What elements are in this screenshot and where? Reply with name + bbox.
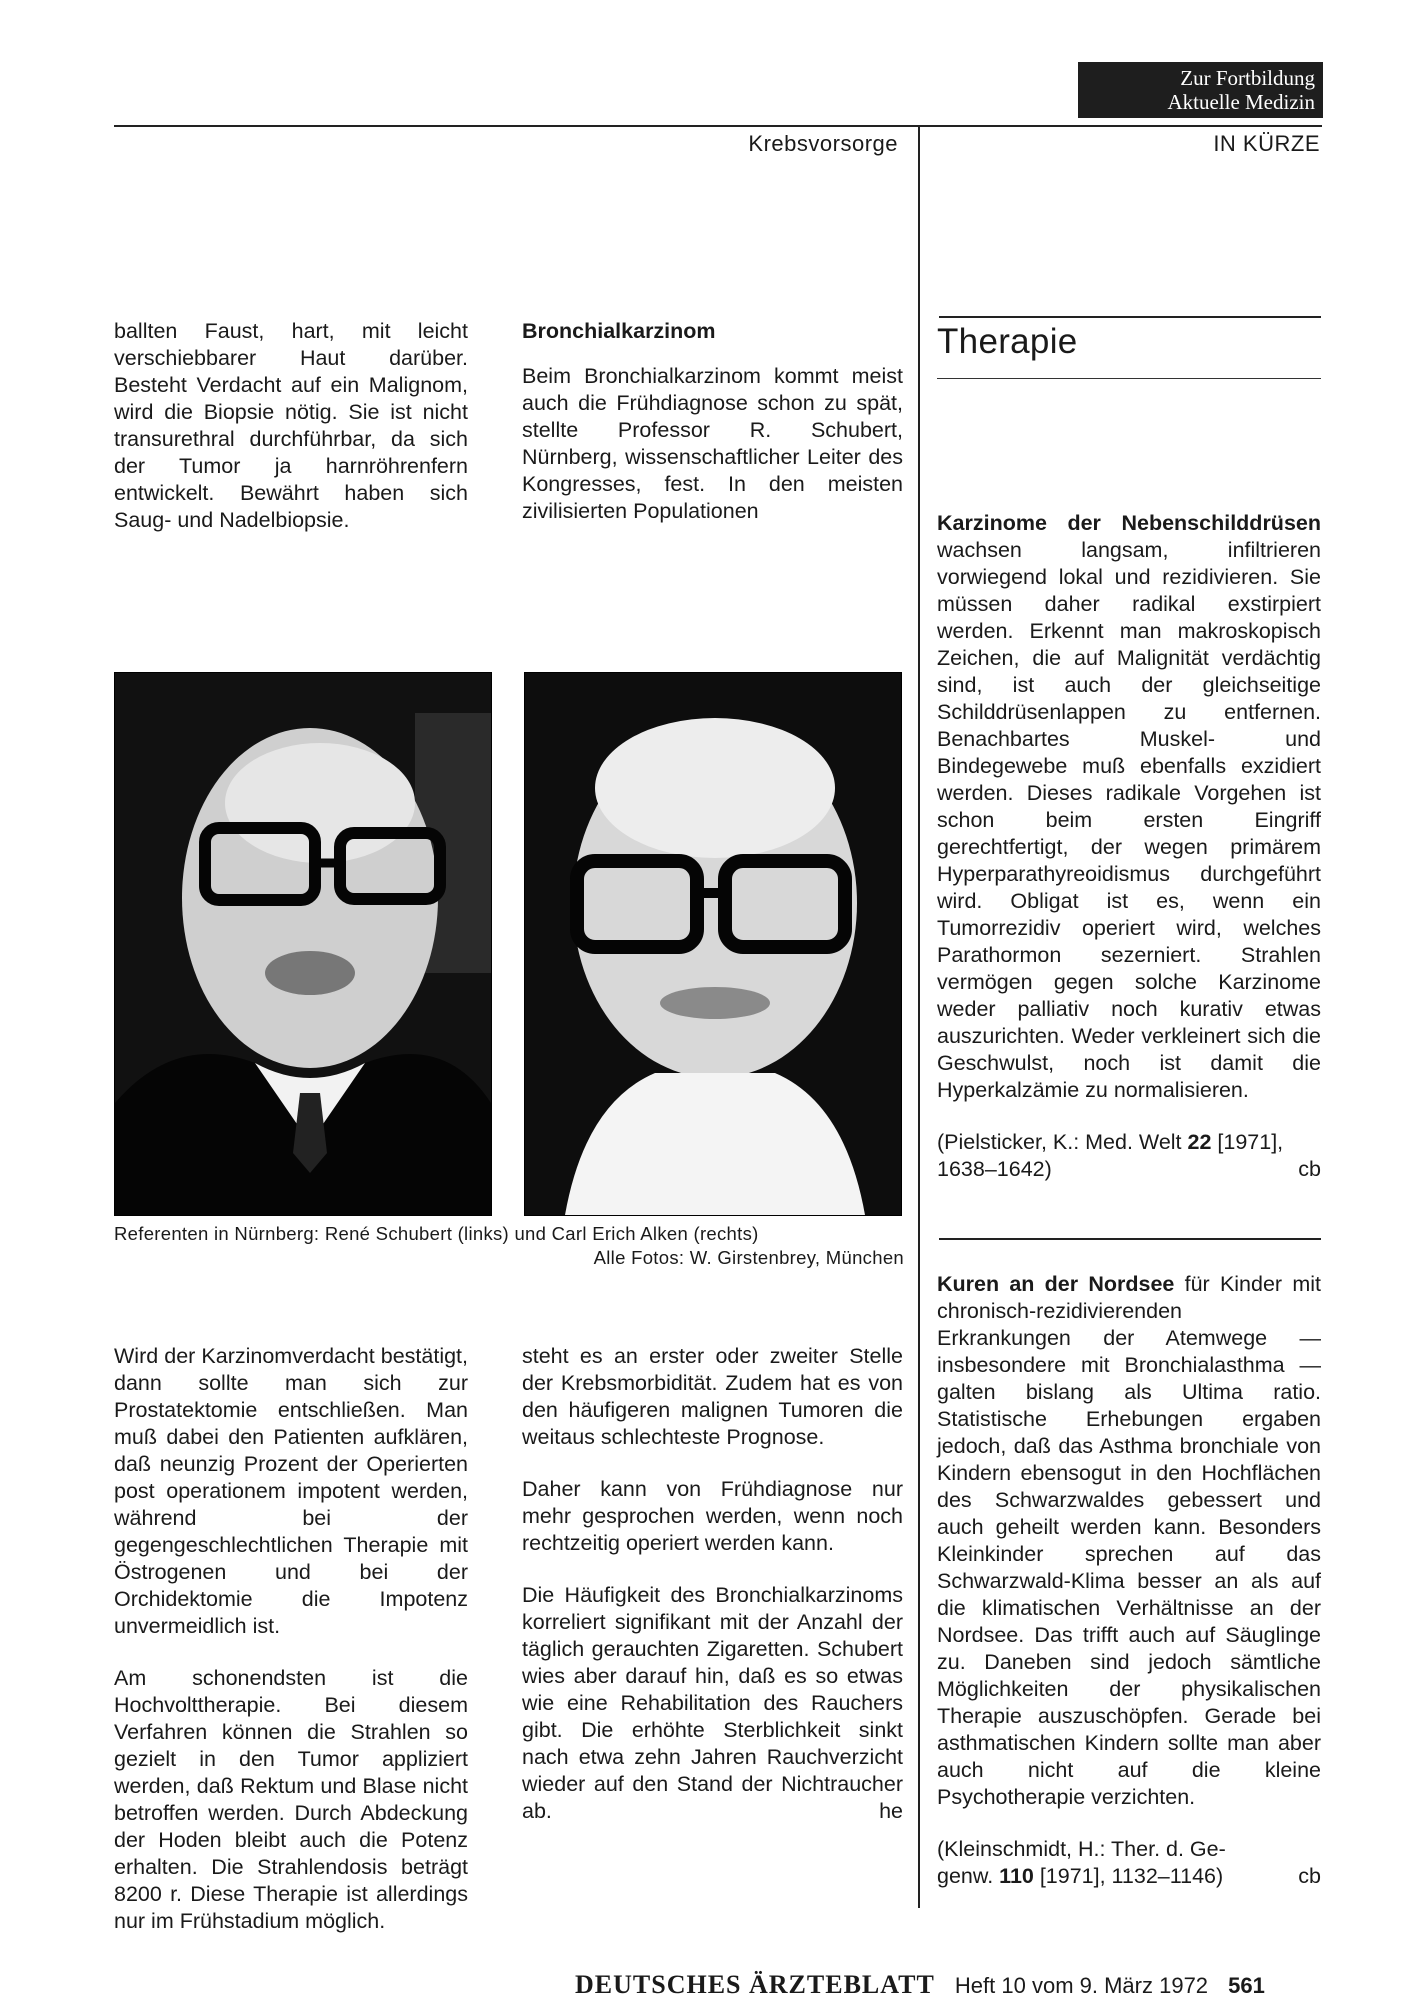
left-top-text [114, 318, 468, 534]
item1-text: wachsen langsam, infiltrieren vorwiegend lokal und rezidivieren. Sie müssen daher radikal exstirpiert werden. Erkennt man makroskopisch Zeichen, die auf Malignität verdächtig sind, ist auch der gleichseitige Schilddrüsenlappen zu entfernen. Benachbartes Muskel- und Bindegewebe muß ebenfalls exzidiert werden. Dieses radikale Vorgehen ist schon beim ersten Eingriff gerechtfertigt, der wegen primärem Hyperparathyreoidismus durchgeführt wird. Obligat ist es, wenn ein Tumorrezidiv operiert wird, welches Parathormon sezerniert. Strahlen vermögen gegen solche Karzinome weder palliativ noch kurativ etwas auszurichten. Weder verkleinert sich die Geschwulst, noch ist damit die Hyperkalzämie zu normalisieren. [937, 538, 1321, 1102]
page-footer [575, 1971, 1335, 2000]
item2-signature: cb [1298, 1864, 1321, 1888]
issue-info: Heft 10 vom 9. März 1972 [954, 1973, 1209, 1998]
left-top-paragraph: ballten Faust, hart, mit leicht verschiebbarer Haut darüber. Besteht Verdacht auf ein Malignom, wird die Biopsie nötig. Sie ist nicht transurethral durchführbar, da sich der Tumor ja harnröhrenfern entwickelt. Bewährt haben sich Saug- und Nadelbiopsie. [114, 319, 468, 532]
item2-reference: (Kleinschmidt, H.: Ther. d. Ge- genw. 110 [1971], 1132–1146) cb [937, 1837, 1321, 1888]
left-bottom-text [114, 1343, 468, 1935]
photo-carl-erich-alken [524, 672, 902, 1216]
section-label-in-kuerze: IN KÜRZE [1213, 131, 1320, 156]
photo-caption: Referenten in Nürnberg: René Schubert (links) und Carl Erich Alken (rechts) [114, 1223, 759, 1244]
section-label-krebsvorsorge: Krebsvorsorge [748, 131, 898, 156]
column-divider [918, 125, 920, 1908]
therapie-title: Therapie [937, 322, 1078, 361]
middle-top-paragraph: Beim Bronchialkarzinom kommt meist auch die Frühdiagnose schon zu spät, stellte Professor R. Schubert, Nürnberg, wissenschaftlicher Leiter des Kongresses, fest. In den meisten zivilisierten Populationen [522, 364, 903, 523]
therapie-rule-top [939, 316, 1321, 318]
middle-bottom-paragraph-1: steht es an erster oder zweiter Stelle der Krebsmorbidität. Zudem hat es von den häufigeren malignen Tumoren die weitaus schlechteste Prognose. [522, 1344, 903, 1449]
item1-signature: cb [1298, 1157, 1321, 1181]
badge-line-2: Aktuelle Medizin [1167, 90, 1315, 114]
author-signature-he: he [879, 1799, 903, 1823]
item-nebenschilddruesen [937, 510, 1321, 1183]
photo-rene-schubert [114, 672, 492, 1216]
badge-line-1: Zur Fortbildung [1180, 66, 1315, 90]
left-bottom-paragraph-1: Wird der Karzinomverdacht bestätigt, dann sollte man sich zur Prostatektomie entschließen. Man muß dabei den Patienten aufklären, daß neunzig Prozent der Operierten post operationem impotent werden, während bei der gegengeschlechtlichen Therapie mit Östrogenen und bei der Orchidektomie die Impotenz unvermeidlich ist. [114, 1344, 468, 1638]
item-separator-rule [939, 1238, 1321, 1240]
item1-reference: (Pielsticker, K.: Med. Welt 22 [1971], 1638–1642) cb [937, 1130, 1321, 1181]
item2-lead: Kuren an der Nordsee [937, 1272, 1175, 1296]
item1-lead: Karzinome der Nebenschilddrüsen [937, 511, 1321, 535]
middle-bottom-paragraph-3: Die Häufigkeit des Bronchialkarzinoms korreliert signifikant mit der Anzahl der täglich gerauchten Zigaretten. Schubert wies aber darauf hin, daß es so etwas wie eine Rehabilitation des Rauchers gibt. Die erhöhte Sterblichkeit sinkt nach etwa zehn Jahren Rauchverzicht wieder auf den Stand der Nichtraucher ab. [522, 1583, 903, 1823]
photo-credit: Alle Fotos: W. Girstenbrey, München [593, 1247, 904, 1268]
middle-top-text [522, 318, 903, 525]
journal-name: DEUTSCHES ÄRZTEBLATT [575, 1970, 935, 1999]
middle-bottom-text [522, 1343, 903, 1825]
bronchialkarzinom-heading: Bronchialkarzinom [522, 319, 716, 343]
item2-text: für Kinder mit chronisch-rezidivierenden Erkrankungen der Atemwege — insbesondere mit Bronchialasthma — galten bislang als Ultima ratio. Statistische Erhebungen ergaben jedoch, daß das Asthma bronchiale von Kindern ebensogut in den Hochflächen des Schwarzwaldes gebessert und auch geheilt werden kann. Besonders Kleinkinder sprechen auf das Schwarzwald-Klima besser an als auf die klimatischen Verhältnisse an der Nordsee. Das trifft auch auf Säuglinge zu. Daneben sind jedoch sämtliche Möglichkeiten der physikalischen Therapie auszuschöpfen. Gerade bei asthmatischen Kindern sollte man aber auch nicht auf die kleine Psychotherapie verzichten. [937, 1272, 1321, 1809]
photo-caption-block [114, 1222, 904, 1270]
section-badge [1078, 62, 1323, 118]
portrait-left [115, 673, 491, 1215]
middle-bottom-paragraph-2: Daher kann von Frühdiagnose nur mehr gesprochen werden, wenn noch rechtzeitig operiert werden kann. [522, 1477, 903, 1555]
left-bottom-paragraph-2: Am schonendsten ist die Hochvolttherapie. Bei diesem Verfahren können die Strahlen so gezielt in den Tumor appliziert werden, daß Rektum und Blase nicht betroffen werden. Durch Abdeckung der Hoden bleibt auch die Potenz erhalten. Die Strahlendosis beträgt 8200 r. Diese Therapie ist allerdings nur im Frühstadium möglich. [114, 1666, 468, 1933]
item-nordsee-kuren [937, 1271, 1321, 1890]
therapie-rule-bottom [937, 378, 1321, 379]
page-number: 561 [1228, 1973, 1265, 1998]
portrait-right [525, 673, 901, 1215]
header-rule [114, 125, 1322, 127]
